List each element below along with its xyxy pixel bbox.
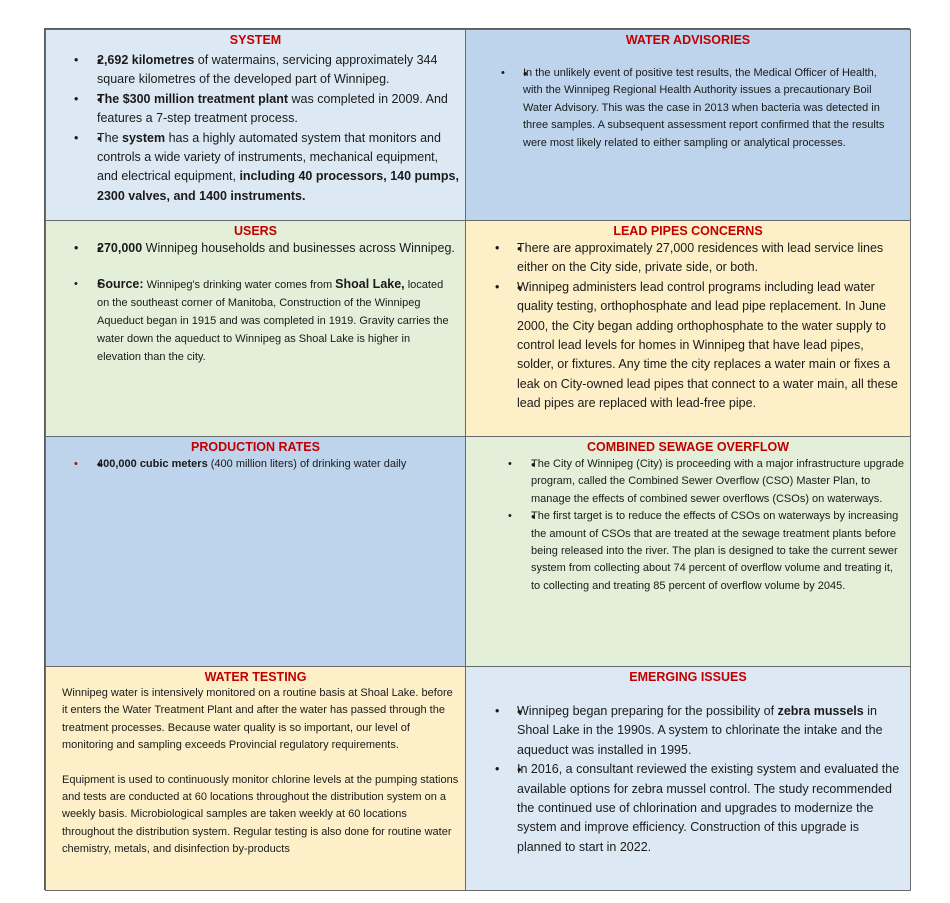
list-item: • • There are approximately 27,000 residences with lead service lines either on the City side, private side, or both. [517,239,904,278]
water-testing-paragraph-2: Equipment is used to continuously monitor chlorine levels at the pumping stations and tests are conducted at 60 locations throughout the distribution system on a weekly basis. Microbiological samples are taken weekly at 60 locations throughout the distribution system. Regular testing is also done for routine water chemistry, metals, and disinfection by-products [62,773,459,856]
water-testing-title: WATER TESTING [204,670,307,684]
lead-pipes-cell [465,220,911,437]
system-title: SYSTEM [229,33,282,47]
sewage-overflow-cell [465,436,911,667]
list-item: • • 270,000 Winnipeg households and businesses across Winnipeg. [97,239,457,258]
list-item: • • In 2016, a consultant reviewed the existing system and evaluated the available options for zebra mussel control. The study recommended the continued use of chlorination and upgrades to modernize the system and improve efficiency. Construction of this upgrade is planned to start in 2022. [517,760,904,857]
water-advisories-title: WATER ADVISORIES [625,33,751,47]
list-item: • • The City of Winnipeg (City) is proceeding with a major infrastructure upgrade program, called the Combined Sewer Overflow (CSO) Master Plan, to manage the effects of combined sewer overflows (CSOs) on waterways. [531,456,904,508]
water-testing-paragraph-1: Winnipeg water is intensively monitored on a routine basis at Shoal Lake. before it enters the Water Treatment Plant and after the water has passed through the treatment processes. Because water quality is so important, our level of monitoring and sampling exceeds Provincial regulatory requirements. [62,687,453,752]
list-item: • • The first target is to reduce the effects of CSOs on waterways by increasing the amount of CSOs that are treated at the sewage treatment plants before being released into the river. The plan is designed to take the current sewer system from collecting about 74 percent of overflow volume and treating it, to collecting and treating 85 percent of overflow volume by 2045. [531,508,904,595]
emerging-issues-cell [465,666,911,891]
system-cell [45,29,466,221]
list-item: • • The $300 million treatment plant was completed in 2009. And features a 7-step treatment process. [97,90,459,129]
list-item: • • Winnipeg began preparing for the possibility of zebra mussels in Shoal Lake in the 1990s. A system to chlorinate the intake and the aqueduct was installed in 1995. [517,702,904,760]
list-item: • • 400,000 cubic meters (400 million liters) of drinking water daily [97,456,459,473]
lead-pipes-title: LEAD PIPES CONCERNS [613,224,763,238]
water-testing-cell [45,666,466,891]
production-rates-cell [45,436,466,667]
info-table [44,28,910,890]
sewage-overflow-title: COMBINED SEWAGE OVERFLOW [586,440,790,454]
list-item: • • Source: Winnipeg's drinking water comes from Shoal Lake, located on the southeast corner of Manitoba, Construction of the Winnipeg Aqueduct began in 1915 and was completed in 1919. Gravity carries the water down the aqueduct to Winnipeg as Shoal Lake is higher in elevation than the city. [97,275,457,366]
list-item: • • Winnipeg administers lead control programs including lead water quality testing, orthophosphate and lead pipe replacement. In June 2000, the City began adding orthophosphate to the water supply to control lead levels for homes in Winnipeg that have lead pipes, solder, or fixtures. Any time the city replaces a water main or fixes a leak on City-owned lead pipes that connect to a water main, all these lead pipes are replaced with lead-free pipe. [517,278,904,414]
water-advisories-cell [465,29,911,221]
list-item: • • In the unlikely event of positive test results, the Medical Officer of Health, with the Winnipeg Regional Health Authority issues a precautionary Boil Water Advisory. This was the case in 2013 when bacteria was detected in three samples. A subsequent assessment report confirmed that the results were most likely related to either sampling or analytical processes. [523,65,894,152]
production-rates-title: PRODUCTION RATES [191,440,320,454]
users-title: USERS [233,224,278,238]
users-cell [45,220,466,437]
emerging-issues-title: EMERGING ISSUES [629,670,747,684]
list-item: • • The system has a highly automated system that monitors and controls a wide variety of instruments, mechanical equipment, and electrical equipment, including 40 processors, 140 pumps, 2300 valves, and 1400 instruments. [97,129,459,207]
list-item: • • 2,692 kilometres of watermains, servicing approximately 344 square kilometres of the developed part of Winnipeg. [97,51,459,90]
